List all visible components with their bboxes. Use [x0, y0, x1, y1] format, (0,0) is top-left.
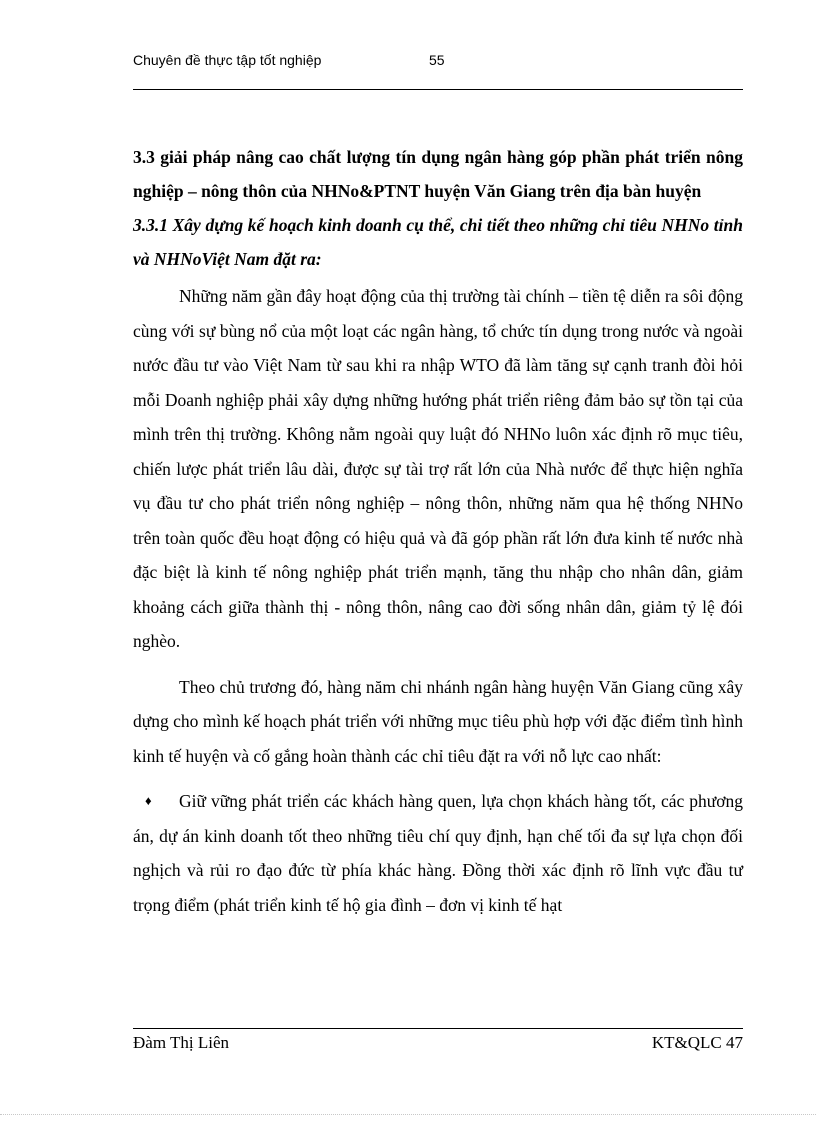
page-edge-divider	[0, 1114, 816, 1115]
footer-code: KT&QLC 47	[651, 1033, 743, 1052]
body-paragraph: Những năm gần đây hoạt động của thị trường tài chính – tiền tệ diễn ra sôi động cùng với sự bùng nổ của một loạt các ngân hàng, tổ chức tín dụng trong nước và ngoài nước đầu tư vào Việt Nam từ sau khi ra nhập WTO đã làm tăng sự cạnh tranh đòi hỏi mỗi Doanh nghiệp phải xây dựng những hướng phát triển riêng đảm bảo sự tồn tại của mình trên thị trường. Không nằm ngoài quy luật đó NHNo luôn xác định rõ mục tiêu, chiến lược phát triển lâu dài, được sự tài trợ rất lớn của Nhà nước để thực hiện nghĩa vụ đầu tư cho phát triển nông nghiệp – nông thôn, những năm qua hệ thống NHNo trên toàn quốc đều hoạt động có hiệu quả và đã góp phần rất lớn đưa kinh tế nước nhà đặc biệt là kinh tế nông nghiệp phát triển mạnh, tăng thu nhập cho nhân dân, giảm khoảng cách giữa thành thị - nông thôn, nâng cao đời sống nhân dân, giảm tỷ lệ đói nghèo.	[133, 286, 743, 651]
bullet-item	[133, 784, 743, 922]
body-paragraph: Theo chủ trương đó, hàng năm chi nhánh ngân hàng huyện Văn Giang cũng xây dựng cho mình kế hoạch phát triển với những mục tiêu phù hợp với đặc điểm tình hình kinh tế huyện và cố gắng hoàn thành các chỉ tiêu đặt ra với nỗ lực cao nhất:	[133, 676, 743, 766]
page-header	[133, 52, 743, 76]
footer-divider	[133, 1028, 743, 1029]
header-divider	[133, 89, 743, 90]
diamond-bullet-icon: ♦	[145, 793, 152, 808]
subsection-heading: 3.3.1 Xây dựng kế hoạch kinh doanh cụ thể, chi tiết theo những chỉ tiêu NHNo tỉnh và NHNoViệt Nam đặt ra:	[133, 215, 743, 269]
page-number: 55	[429, 52, 445, 68]
page-body	[133, 140, 743, 922]
section-heading: 3.3 giải pháp nâng cao chất lượng tín dụng ngân hàng góp phần phát triển nông nghiệp – nông thôn của NHNo&PTNT huyện Văn Giang trên địa bàn huyện	[133, 147, 743, 201]
footer-author: Đàm Thị Liên	[133, 1033, 229, 1052]
bullet-text: Giữ vững phát triển các khách hàng quen, lựa chọn khách hàng tốt, các phương án, dự án kinh doanh tốt theo những tiêu chí quy định, hạn chế tối đa sự lựa chọn đối nghịch và rủi ro đạo đức từ phía khác hàng. Đồng thời xác định rõ lĩnh vực đầu tư trọng điểm (phát triển kinh tế hộ gia đình – đơn vị kinh tế hạt	[133, 791, 743, 915]
header-title: Chuyên đề thực tập tốt nghiệp	[133, 52, 322, 68]
